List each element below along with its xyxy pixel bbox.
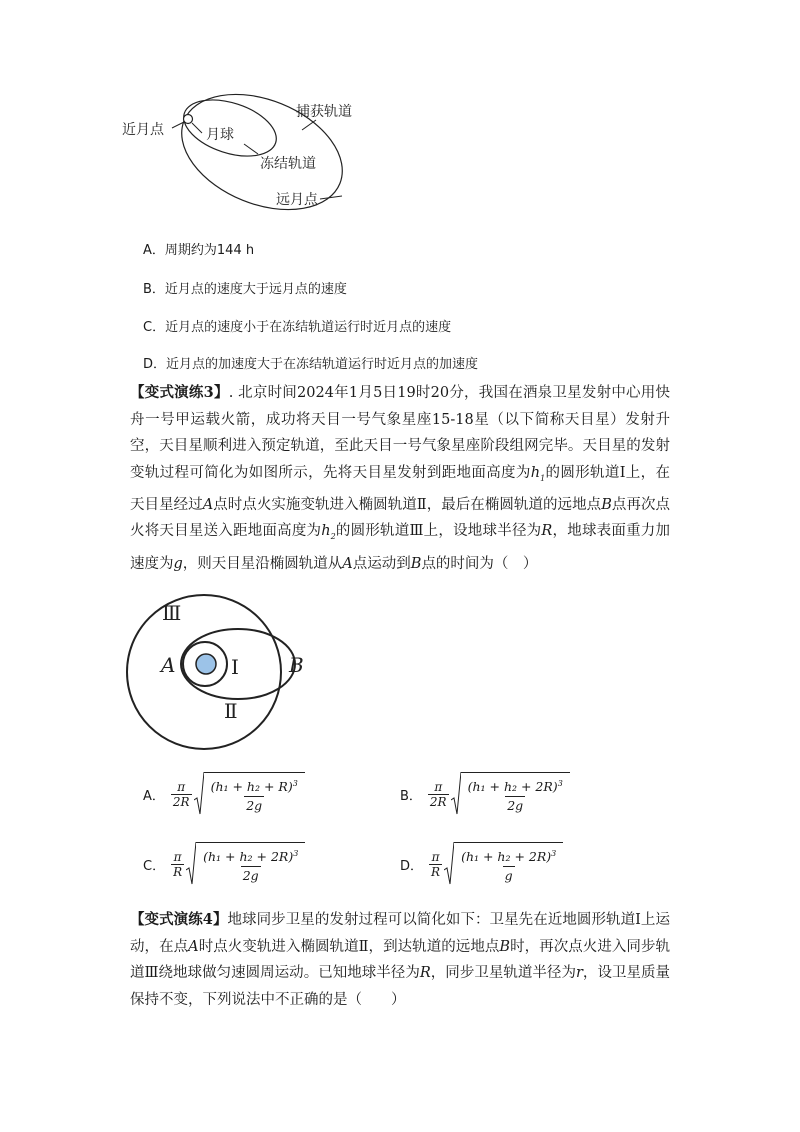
moon-label: 月球 [206,127,234,143]
point-a-label: A [161,653,176,677]
option-3b[interactable]: B． $\frac{\pi}{2R}$ $\frac{(h_1 + h_2 + 2R)^3}{2g}$ [400,772,570,816]
frozen-orbit-label: 冻结轨道 [260,156,316,172]
option-3a[interactable]: A． $\frac{\pi}{2R}$ $\frac{(h_1 + h_2 + R)^3}{2g}$ [143,772,305,816]
lunar-orbit-figure [120,92,360,216]
orbit-II-label: Ⅱ [224,699,238,723]
question-4-text: 【变式演练4】地球同步卫星的发射过程可以简化如下：卫星先在近地圆形轨道Ⅰ上运动，在点A时点火变轨进入椭圆轨道Ⅱ，到达轨道的远地点B时，再次点火进入同步轨道Ⅲ绕地球做匀速圆周运动。已知地球半径为R，同步卫星轨道半径为r，设卫星质量保持不变，下列说法中不正确的是（ ） [130,911,671,1008]
option-b[interactable]: B．近月点的速度大于远月点的速度 [143,282,347,297]
earth [196,654,216,674]
orbit-I-label: Ⅰ [231,655,239,679]
moon-dot [184,115,193,124]
near-point-label: 近月点 [122,122,164,138]
option-3d[interactable]: D． $\frac{\pi}{R}$ $\frac{(h_1 + h_2 + 2R)^3}{g}$ [400,842,563,886]
option-3c[interactable]: C． $\frac{\pi}{R}$ $\frac{(h_1 + h_2 + 2R)^3}{2g}$ [143,842,305,886]
capture-orbit-label: 捕获轨道 [296,104,352,120]
satellite-orbit-figure [118,592,318,752]
point-b-label: B [289,653,304,677]
option-c[interactable]: C．近月点的速度小于在冻结轨道运行时近月点的速度 [143,320,452,335]
far-point-label: 远月点 [276,192,318,208]
option-a[interactable]: A．周期约为144 h [143,243,255,258]
orbit-III-label: Ⅲ [162,601,182,625]
option-d[interactable]: D．近月点的加速度大于在冻结轨道运行时近月点的加速度 [143,357,479,372]
question-3-text: 【变式演练3】. 北京时间2024年1月5日19时20分，我国在酒泉卫星发射中心用快舟一号甲运载火箭，成功将天目一号气象星座15-18星（以下简称天目星）发射升空，天目星顺利进入预定轨道，至此天目一号气象星座阶段组网完毕。天目星的发射变轨过程可简化为如图所示，先将天目星发射到距地面高度为$h_1$的圆形轨道Ⅰ上，在天目星经过A点时点火实施变轨进入椭圆轨道Ⅱ，最后在椭圆轨道的远地点B点再次点火将天目星送入距地面高度为$h_2$的圆形轨道Ⅲ上，设地球半径为R，地球表面重力加速度为g，则天目星沿椭圆轨道从A点运动到B点的时间为（ ） [130,384,671,572]
